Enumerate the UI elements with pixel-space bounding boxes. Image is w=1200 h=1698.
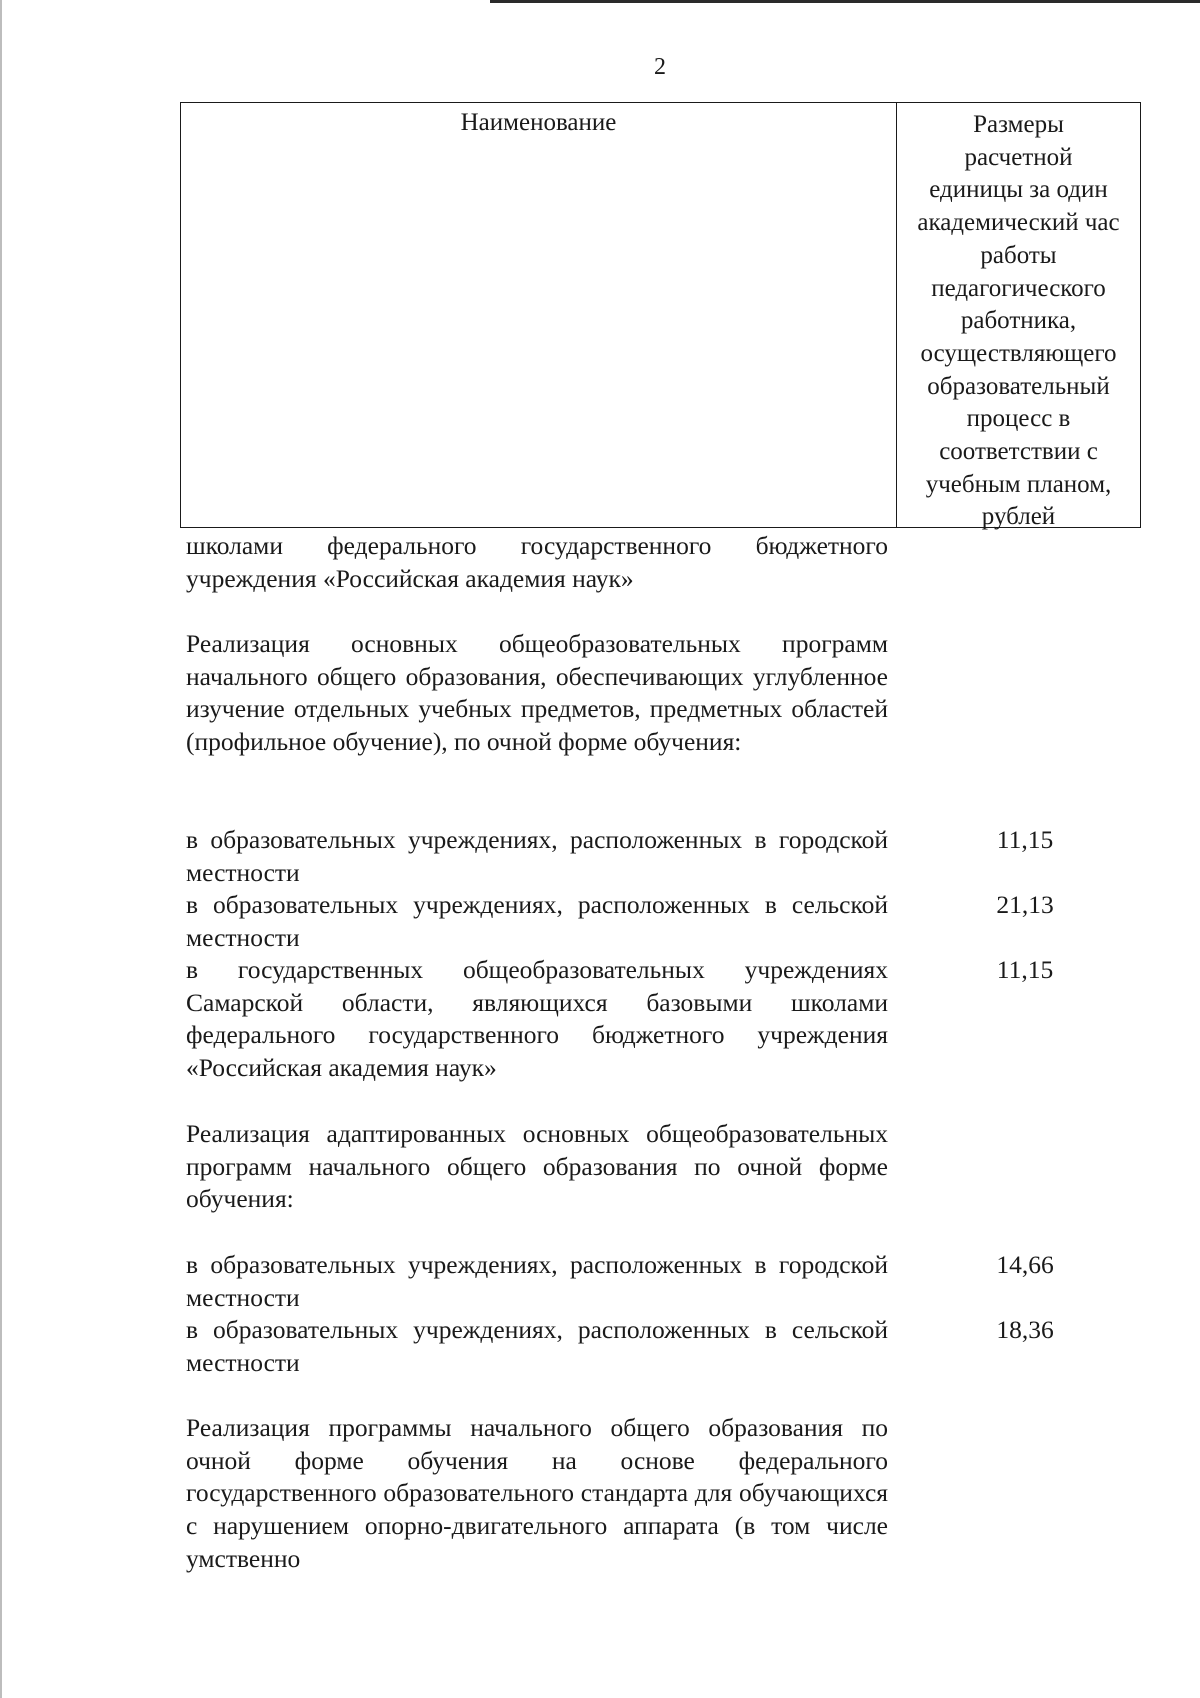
row-text-state-base-schools: в государственных общеобразовательных учреждениях Самарской области, являющихся базовыми школами федерального государственного бюджетного учреждения «Российская академия наук»	[186, 955, 888, 1083]
row-text-adapted-rural: в образовательных учреждениях, расположенных в сельской местности	[186, 1315, 888, 1377]
scan-edge-top	[490, 0, 1200, 3]
row-value-rural: 21,13	[996, 890, 1054, 919]
header-size-line: педагогического	[931, 274, 1106, 302]
row-text-section-profile: Реализация основных общеобразовательных программ начального общего образования, обеспечивающих углубленное изучение отдельных учебных предметов, предметных областей (профильное обучение), по очной форме обучения:	[186, 629, 888, 757]
header-size-line: образовательный	[927, 372, 1110, 400]
row-text-adapted-urban: в образовательных учреждениях, расположенных в городской местности	[186, 1250, 888, 1312]
row-text-section-adapted: Реализация адаптированных основных общеобразовательных программ начального общего образования по очной форме обучения:	[186, 1119, 888, 1214]
table-header	[180, 102, 1141, 531]
header-size-line: единицы за один	[929, 176, 1108, 204]
row-text-rural: в образовательных учреждениях, расположенных в сельской местности	[186, 890, 888, 952]
header-size-column	[897, 103, 1140, 531]
row-value-state-base-schools: 11,15	[996, 955, 1054, 984]
page-number: 2	[654, 54, 666, 80]
row-text-section-fgos: Реализация программы начального общего образования по очной форме обучения на основе федерального государственного образовательного стандарта для обучающихся с нарушением опорно-двигательного аппарата (в том числе умственно	[186, 1413, 888, 1573]
header-size-line: учебным планом,	[925, 470, 1112, 498]
scan-edge-left	[0, 0, 2, 1698]
row-value-adapted-urban: 14,66	[996, 1250, 1054, 1279]
header-size-line: работника,	[960, 307, 1077, 335]
header-size-line: Размеры	[973, 111, 1064, 138]
header-size-line: осуществляющего	[920, 339, 1117, 367]
header-size-line: рублей	[981, 503, 1056, 531]
row-text-continuation: школами федерального государственного бюджетного учреждения «Российская академия наук»	[186, 531, 888, 593]
header-size-line: работы	[980, 241, 1057, 269]
header-name-column: Наименование	[181, 103, 897, 527]
header-size-line: академический час	[917, 209, 1120, 237]
row-value-adapted-rural: 18,36	[996, 1315, 1054, 1344]
row-value-urban: 11,15	[996, 825, 1054, 854]
header-size-line: соответствии с	[939, 438, 1098, 466]
row-text-urban: в образовательных учреждениях, расположенных в городской местности	[186, 825, 888, 887]
header-size-line: процесс в	[966, 405, 1071, 433]
header-size-line: расчетной	[964, 143, 1073, 171]
